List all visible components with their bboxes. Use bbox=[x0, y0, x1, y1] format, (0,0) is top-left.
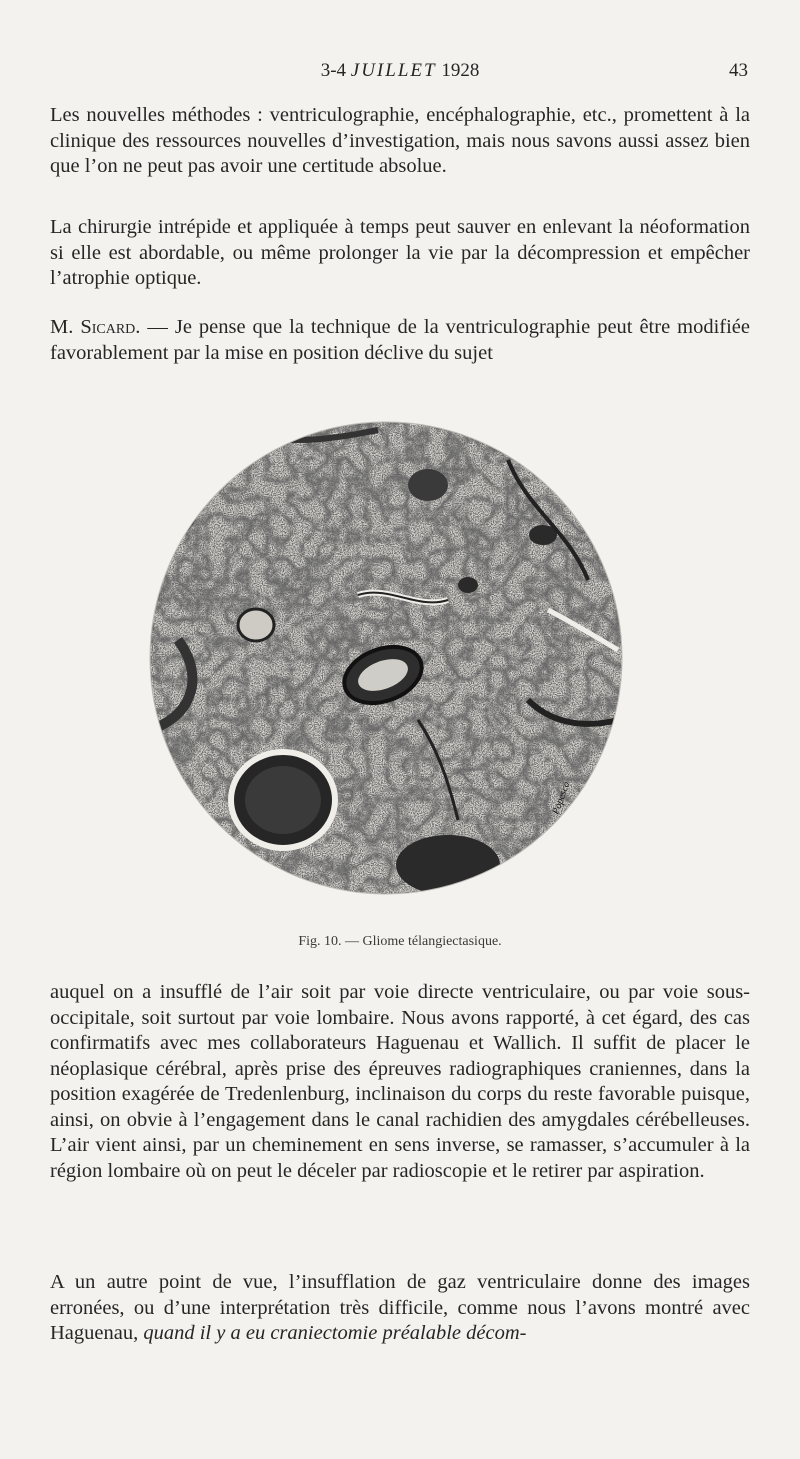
paragraph-surgery: La chirurgie intrépide et appliquée à temps peut sauver en enlevant la néoformation si elle est abordable, ou même prolonger la vie par la décompression et empêcher l’atrophie optique. bbox=[50, 216, 750, 289]
page-number: 43 bbox=[729, 60, 748, 81]
paragraph-sicard-text: — Je pense que la technique de la ventriculographie peut être modifiée favorablement par la mise en position déclive du sujet bbox=[50, 316, 751, 364]
paragraph-images-text: A un autre point de vue, l’insufflation de gaz ventriculaire donne des images erronées, ou d’une interprétation très difficile, comme nous l’avons montré avec Haguenau, bbox=[50, 1271, 750, 1344]
paragraph-methods: Les nouvelles méthodes : ventriculographie, encéphalographie, etc., promettent à la clinique des ressources nouvelles d’investigation, mais nous savons aussi assez bien que l’on ne peut pas avoir une certitude absolue. bbox=[50, 104, 750, 177]
paragraph-insufflation: auquel on a insufflé de l’air soit par voie directe ventriculaire, ou par voie sous-occipitale, soit surtout par voie lombaire. Nous avons rapporté, à cet égard, des cas confirmatifs avec mes collaborateurs Haguenau et Wallich. Il suffit de placer le néoplasique cérébral, après prise des épreuves radiographiques craniennes, dans la position exagérée de Tredenlenburg, inclinaison du corps du reste favorable puisque, ainsi, on obvie à l’engagement dans le canal rachidien des amygdales cérébelleuses. L’air vient ainsi, par un cheminement en sens inverse, se ramasser, s’accumuler à la région lombaire où on peut le déceler par radioscopie et le retirer par aspiration. bbox=[50, 981, 750, 1182]
artist-signature: Popesco bbox=[550, 780, 573, 817]
running-title-year: 1928 bbox=[441, 60, 480, 81]
paragraph-sicard bbox=[50, 315, 750, 366]
figure-caption: Fig. 10. — Gliome télangiectasique. bbox=[298, 934, 502, 949]
micrograph-figure bbox=[148, 420, 624, 896]
paragraph-images bbox=[50, 1270, 750, 1347]
speaker-name: M. Sicard. bbox=[50, 316, 141, 338]
running-title bbox=[0, 60, 800, 82]
running-header bbox=[0, 60, 800, 90]
running-title-date: 3-4 bbox=[320, 60, 347, 81]
paragraph-images-italic: quand il y a eu craniectomie préalable décom- bbox=[143, 1322, 527, 1344]
running-title-month: JUILLET bbox=[350, 60, 437, 81]
